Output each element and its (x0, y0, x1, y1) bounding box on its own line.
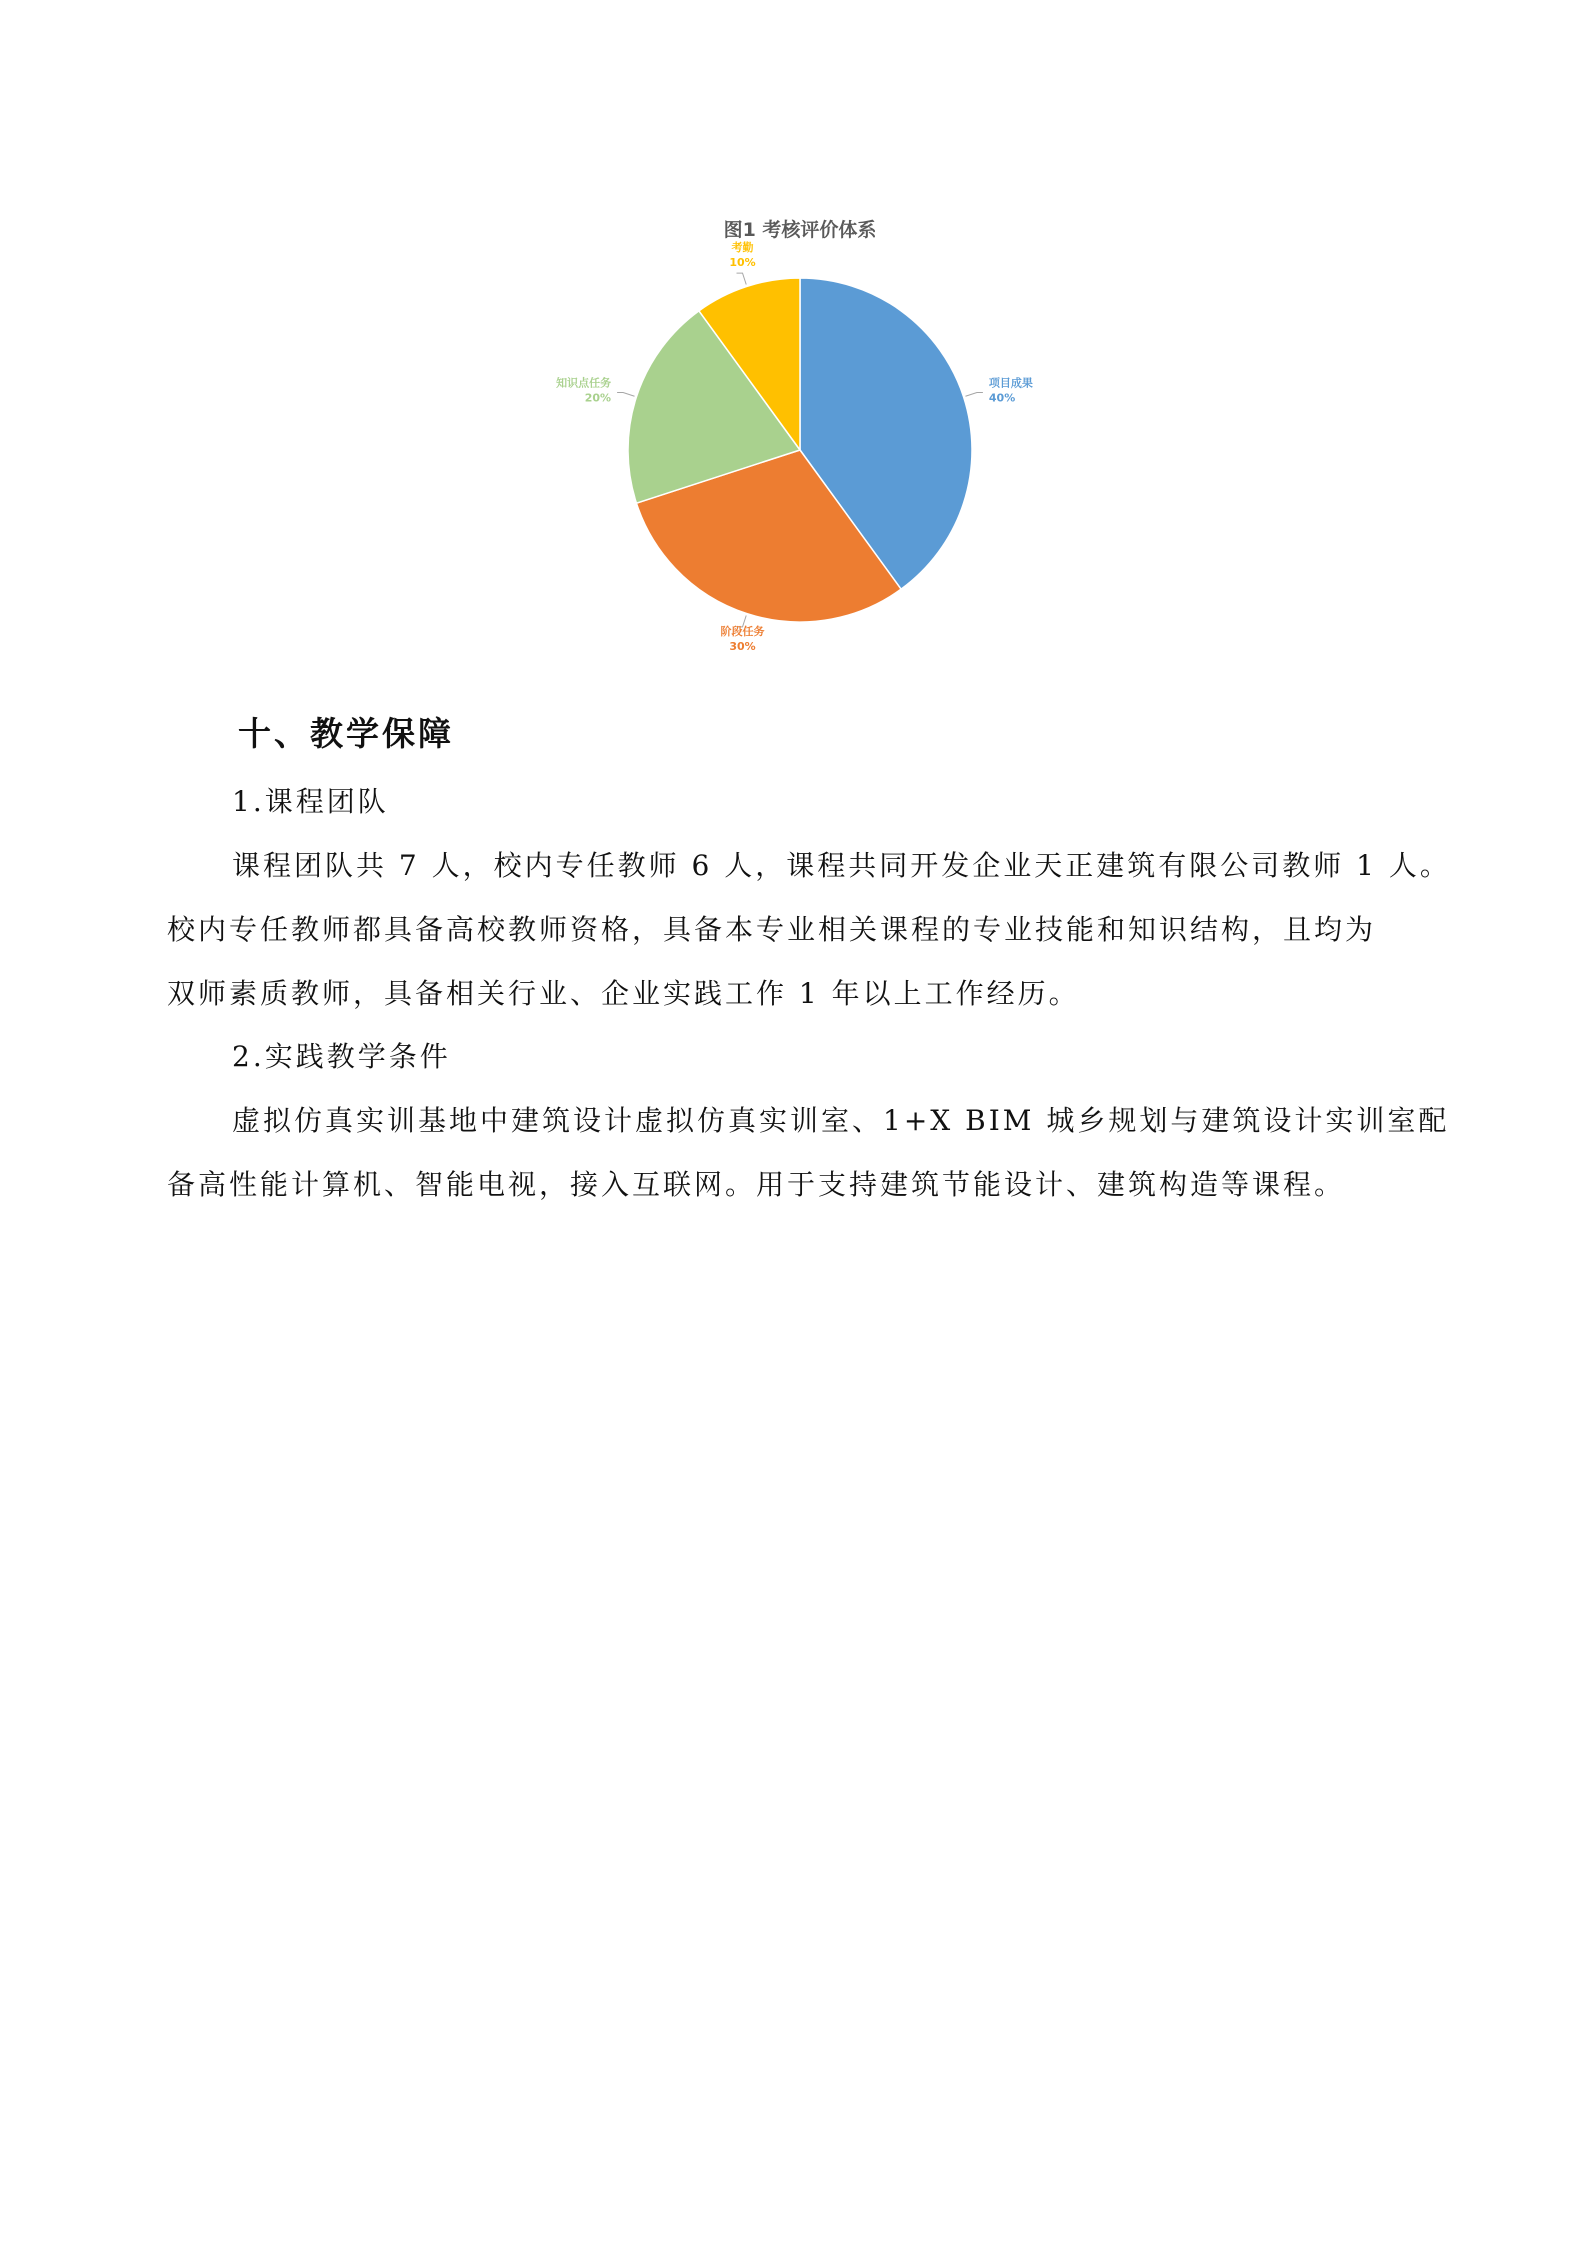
assessment-pie-chart (520, 205, 1080, 680)
team-paragraph-line: 校内专任教师都具备高校教师资格，具备本专业相关课程的专业技能和知识结构，且均为 (167, 913, 1377, 946)
section-heading: 十、教学保障 (238, 714, 454, 753)
team-paragraph-line: 双师素质教师，具备相关行业、企业实践工作 1 年以上工作经历。 (167, 977, 1080, 1010)
slice-category-label: 项目成果 (988, 376, 1033, 390)
slice-value-label: 30% (729, 639, 756, 653)
label-leader-line (617, 393, 634, 397)
practice-paragraph-line: 虚拟仿真实训基地中建筑设计虚拟仿真实训室、1+X BIM 城乡规划与建筑设计实训室配 (232, 1104, 1450, 1137)
subheading-practice-conditions: 2.实践教学条件 (232, 1040, 451, 1073)
label-leader-line (737, 273, 747, 284)
slice-value-label: 20% (584, 391, 612, 405)
label-leader-line (965, 393, 982, 397)
chart-title: 图1 考核评价体系 (723, 219, 877, 241)
practice-paragraph-line: 备高性能计算机、智能电视，接入互联网。用于支持建筑节能设计、建筑构造等课程。 (167, 1168, 1346, 1201)
team-paragraph-line: 课程团队共 7 人，校内专任教师 6 人，课程共同开发企业天正建筑有限公司教师 1 人。 (232, 849, 1451, 882)
slice-category-label: 阶段任务 (720, 624, 765, 638)
slice-category-label: 考勤 (731, 241, 754, 255)
slice-category-label: 知识点任务 (556, 376, 612, 390)
subheading-course-team: 1.课程团队 (232, 785, 389, 818)
slice-value-label: 10% (729, 256, 756, 270)
pie-slices (628, 278, 972, 622)
slice-value-label: 40% (988, 391, 1016, 405)
pie-chart-svg (520, 205, 1080, 680)
